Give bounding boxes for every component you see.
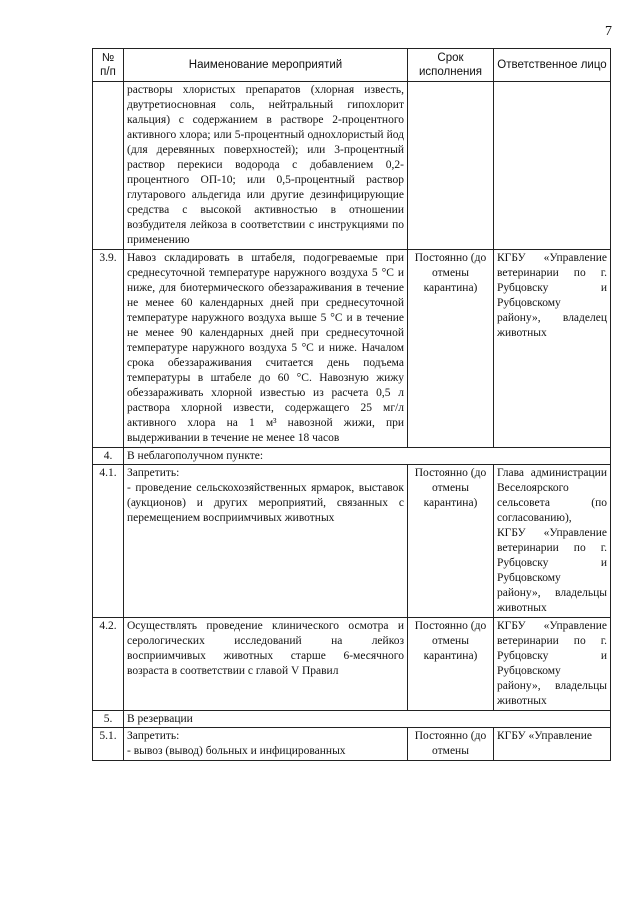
row-responsible: КГБУ «Управление ветеринарии по г. Рубцовску и Рубцовскому району», владельцы животных [494,618,611,711]
section-title: В резервации [124,711,611,728]
row-num: 4.1. [93,465,124,618]
row-responsible: КГБУ «Управление [494,728,611,761]
row-responsible-org: КГБУ «Управление ветеринарии по г. Рубцовску и Рубцовскому району», владельцы животных [497,527,607,614]
row-responsible-head: Глава администрации Веселоярского сельсовета (по согласованию), [497,467,607,524]
table-row [93,465,611,618]
row-num: 4.2. [93,618,124,711]
measures-table [92,48,611,761]
table-row [93,250,611,448]
header-responsible: Ответственное лицо [494,49,611,82]
row-responsible: КГБУ «Управление ветеринарии по г. Рубцовску и Рубцовскому району», владелец животных [494,250,611,448]
row-term: Постоянно (до отмены карантина) [408,618,494,711]
row-action-text: - вывоз (вывод) больных и инфицированных [127,745,346,757]
row-responsible [494,82,611,250]
row-term: Постоянно (до отмены карантина) [408,250,494,448]
table-section-row [93,711,611,728]
header-num: № п/п [93,49,124,82]
header-term: Срок исполнения [408,49,494,82]
section-title: В неблагополучном пункте: [124,448,611,465]
table-row [93,728,611,761]
row-num: 3.9. [93,250,124,448]
row-num: 5.1. [93,728,124,761]
row-action: Навоз складировать в штабеля, подогреваемые при среднесуточной температуре наружного воздуха 5 °С и ниже, для биотермического обеззараживания в течение не менее 60 календарных дней при среднесуточной температуре наружного воздуха выше 5 °С и в течение не менее 90 календарных дней при среднесуточной температуре наружного воздуха 5 °С и ниже. Началом срока обеззараживания считается день подъема температуры в штабеле до 60 °С. Навозную жижу обеззараживать хлорной известью из расчета 0,5 л раствора хлорной извести, содержащего 25 мг/л активного хлора на 1 м³ навозной жижи, при выдерживании в течение не менее 18 часов [124,250,408,448]
table-row [93,82,611,250]
row-responsible [494,465,611,618]
row-term: Постоянно (до отмены карантина) [408,465,494,618]
table-section-row [93,448,611,465]
table-header-row [93,49,611,82]
row-num: 4. [93,448,124,465]
page-number: 7 [605,24,612,39]
row-term: Постоянно (до отмены [408,728,494,761]
row-action: растворы хлористых препаратов (хлорная известь, двутретиосновная соль, нейтральный гипохлорит кальция) с содержанием в растворе 2-процентного активного хлора; или 5-процентный однохлористый йод (для деревянных поверхностей); или 3-процентный раствор перекиси водорода с добавлением 0,2-процентного ОП-10; или 0,5-процентный раствор глутарового альдегида или другие дезинфицирующие средства с высокой активностью в отношении возбудителя лейкоза в соответствии с инструкциями по применению [124,82,408,250]
row-action-text: - проведение сельскохозяйственных ярмарок, выставок (аукционов) и других мероприятий, связанных с перемещением восприимчивых животных [127,482,404,524]
row-num [93,82,124,250]
row-num: 5. [93,711,124,728]
row-action-title: Запретить: [127,730,180,742]
table-row [93,618,611,711]
row-action-title: Запретить: [127,467,180,479]
row-term [408,82,494,250]
row-action: Осуществлять проведение клинического осмотра и серологических исследований на лейкоз восприимчивых животных старше 6-месячного возраста в соответствии с главой V Правил [124,618,408,711]
row-action [124,728,408,761]
row-action [124,465,408,618]
header-action: Наименование мероприятий [124,49,408,82]
